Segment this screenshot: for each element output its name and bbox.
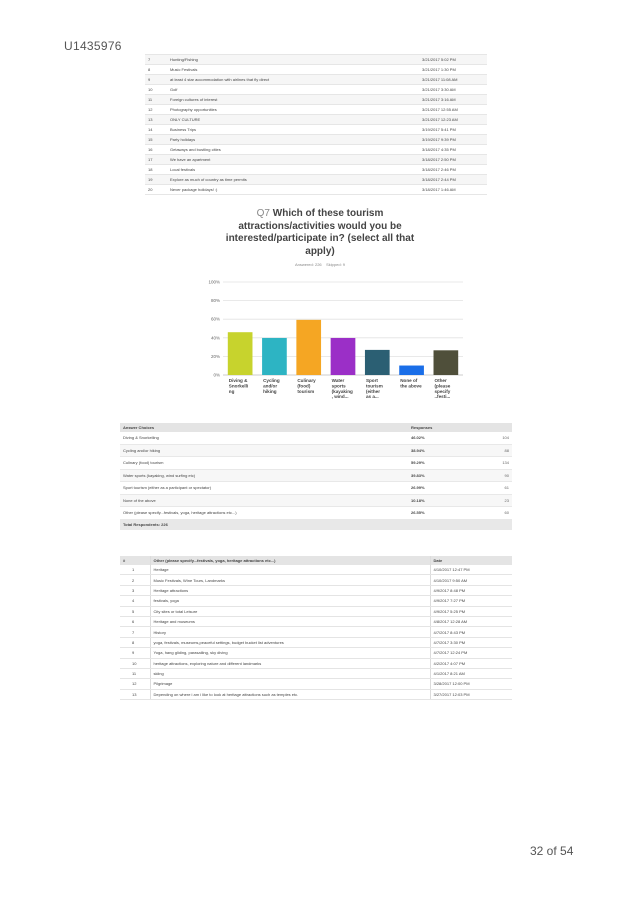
answered-count: Answered: 226 — [294, 262, 322, 267]
previous-responses-table — [145, 54, 487, 195]
bar — [228, 332, 253, 375]
table-row — [145, 65, 487, 75]
response-percent: 26.99% — [408, 482, 468, 495]
row-number: 13 — [145, 115, 167, 125]
question-title — [225, 208, 415, 258]
row-number: 18 — [145, 165, 167, 175]
response-date: 3/21/2017 1:30 PM — [419, 65, 487, 75]
total-respondents: Total Respondents: 226 — [120, 519, 512, 529]
response-count: 23 — [468, 494, 512, 507]
row-number: 12 — [145, 105, 167, 115]
table-row — [120, 648, 512, 658]
table-row — [120, 689, 512, 699]
response-date: 4/2/2017 4:07 PM — [430, 658, 512, 668]
x-tick-label: None of the above — [400, 378, 422, 389]
table-row — [145, 95, 487, 105]
response-date: 4/9/2017 8:48 PM — [430, 585, 512, 595]
response-text: Business Trips — [167, 125, 419, 135]
skipped-count: Skipped: 9 — [326, 262, 346, 267]
table-row — [120, 432, 512, 444]
response-text: Heritage attractions — [150, 585, 430, 595]
x-tick-label: Culinary (food) tourism — [297, 378, 316, 394]
table-row — [145, 75, 487, 85]
response-date: 4/10/2017 12:47 PM — [430, 565, 512, 575]
question-stats — [225, 262, 415, 267]
response-date: 3/21/2017 3:30 AM — [419, 85, 487, 95]
response-text: Party holidays — [167, 135, 419, 145]
row-number: 10 — [120, 658, 150, 668]
response-date: 4/9/2017 5:25 PM — [430, 606, 512, 616]
x-tick-label: Sport tourism (either as a... — [365, 378, 383, 400]
response-count: 90 — [468, 469, 512, 482]
response-date: 3/18/2017 4:35 PM — [419, 145, 487, 155]
response-date: 3/18/2017 2:46 PM — [419, 165, 487, 175]
table-row — [120, 507, 512, 520]
table-row — [145, 145, 487, 155]
y-tick-label: 80% — [210, 298, 220, 304]
response-percent: 38.94% — [408, 444, 468, 457]
response-text: Pilgrimage — [150, 679, 430, 689]
x-tick-label: Cycling and/or hiking — [263, 378, 280, 394]
answer-choice: Diving & Snorkelling — [120, 432, 408, 444]
table-row — [145, 125, 487, 135]
table-row — [120, 606, 512, 616]
response-count: 61 — [468, 482, 512, 495]
bar — [331, 338, 356, 375]
response-text: Music Festivals — [167, 65, 419, 75]
response-date: 3/21/2017 12:23 AM — [419, 115, 487, 125]
table-row — [120, 616, 512, 626]
response-date: 3/18/2017 2:50 PM — [419, 155, 487, 165]
response-count: 134 — [468, 457, 512, 470]
response-date: 3/18/2017 1:46 AM — [419, 185, 487, 195]
response-text: Foreign cultures of interest — [167, 95, 419, 105]
table-row — [120, 658, 512, 668]
response-text: Local festivals — [167, 165, 419, 175]
y-tick-label: 0% — [213, 372, 220, 378]
answer-choices-table — [120, 423, 512, 530]
document-id: U1435976 — [64, 39, 122, 53]
answer-choice: Cycling and/or hiking — [120, 444, 408, 457]
row-number: 14 — [145, 125, 167, 135]
table-row — [120, 679, 512, 689]
x-tick-label: Diving & Snorkelli ng — [228, 378, 249, 394]
response-date: 3/28/2017 12:00 PM — [430, 679, 512, 689]
response-text: Explore as much of country as time permits — [167, 175, 419, 185]
bar — [262, 338, 287, 375]
row-number: 7 — [145, 55, 167, 65]
table-row — [145, 105, 487, 115]
row-number: 15 — [145, 135, 167, 145]
response-date: 4/1/2017 8:21 AM — [430, 668, 512, 678]
response-text: heritage attractions, exploring nature and different landmarks — [150, 658, 430, 668]
row-number: 11 — [145, 95, 167, 105]
response-date: 4/8/2017 12:28 AM — [430, 616, 512, 626]
table-row — [120, 575, 512, 585]
response-text: Never package holidays! :) — [167, 185, 419, 195]
response-date: 4/7/2017 8:43 PM — [430, 627, 512, 637]
response-text: skiing — [150, 668, 430, 678]
response-text: Music Festivals, Wine Tours, Landmarks — [150, 575, 430, 585]
bar — [399, 366, 424, 375]
table-row — [120, 457, 512, 470]
response-text: Golf — [167, 85, 419, 95]
table-row — [145, 85, 487, 95]
row-number: 6 — [120, 616, 150, 626]
response-percent: 46.02% — [408, 432, 468, 444]
row-number: 5 — [120, 606, 150, 616]
number-header: # — [120, 556, 150, 565]
row-number: 12 — [120, 679, 150, 689]
row-number: 11 — [120, 668, 150, 678]
table-row — [145, 165, 487, 175]
response-date: 3/19/2017 5:41 PM — [419, 125, 487, 135]
table-row — [145, 115, 487, 125]
response-date: 4/7/2017 3:30 PM — [430, 637, 512, 647]
bar — [434, 350, 459, 375]
response-date: 4/9/2017 7:27 PM — [430, 596, 512, 606]
bar-chart — [195, 278, 465, 423]
response-text: Yoga, hang gliding, parasailing, sky diving — [150, 648, 430, 658]
table-row — [145, 185, 487, 195]
response-text: Hunting/Fishing — [167, 55, 419, 65]
response-date: 3/18/2017 2:44 PM — [419, 175, 487, 185]
row-number: 8 — [145, 65, 167, 75]
other-header: Other (please specify...festivals, yoga, heritage attractions etc...) — [150, 556, 430, 565]
table-row — [120, 444, 512, 457]
row-number: 9 — [145, 75, 167, 85]
response-date: 4/7/2017 12:24 PM — [430, 648, 512, 658]
answer-choice: Water sports (kayaking, wind surfing etc) — [120, 469, 408, 482]
y-tick-label: 60% — [210, 316, 220, 322]
answer-choice: Sport tourism (either as a participant or spectator) — [120, 482, 408, 495]
response-date: 3/21/2017 11:08 AM — [419, 75, 487, 85]
response-text: at least 4 star accommodation with airlines that fly direct — [167, 75, 419, 85]
x-tick-label: Water sports (kayaking , wind... — [331, 378, 353, 400]
response-text: History — [150, 627, 430, 637]
responses-header: Responses — [408, 423, 512, 432]
response-percent: 10.18% — [408, 494, 468, 507]
bar — [296, 320, 321, 375]
other-responses-table — [120, 556, 512, 700]
response-date: 4/10/2017 9:50 AM — [430, 575, 512, 585]
table-row — [145, 175, 487, 185]
response-date: 3/21/2017 12:55 AM — [419, 105, 487, 115]
y-tick-label: 100% — [208, 279, 220, 285]
response-count: 60 — [468, 507, 512, 520]
row-number: 20 — [145, 185, 167, 195]
response-text: City sites or total Leisure — [150, 606, 430, 616]
table-row — [120, 494, 512, 507]
y-tick-label: 20% — [210, 353, 220, 359]
response-date: 3/27/2017 12:03 PM — [430, 689, 512, 699]
response-text: Depending on where i am i like to look at heritage attractions such as temples etc. — [150, 689, 430, 699]
table-row — [145, 135, 487, 145]
row-number: 7 — [120, 627, 150, 637]
response-percent: 26.55% — [408, 507, 468, 520]
bar — [365, 350, 390, 375]
row-number: 19 — [145, 175, 167, 185]
table-row — [120, 627, 512, 637]
table-row — [145, 55, 487, 65]
response-count: 104 — [468, 432, 512, 444]
row-number: 13 — [120, 689, 150, 699]
response-percent: 59.29% — [408, 457, 468, 470]
y-tick-label: 40% — [210, 335, 220, 341]
answer-choice: Other (please specify...festivals, yoga, heritage attractions etc...) — [120, 507, 408, 520]
row-number: 2 — [120, 575, 150, 585]
response-date: 3/21/2017 5:02 PM — [419, 55, 487, 65]
response-text: We have an apartment — [167, 155, 419, 165]
table-row — [120, 585, 512, 595]
x-tick-label: Other (please specify ..festi... — [434, 378, 451, 400]
table-row — [120, 469, 512, 482]
row-number: 16 — [145, 145, 167, 155]
response-date: 3/19/2017 9:39 PM — [419, 135, 487, 145]
response-text: Heritage and museums — [150, 616, 430, 626]
response-count: 88 — [468, 444, 512, 457]
response-text: Getaways and bustling cities — [167, 145, 419, 155]
response-text: yoga, festivals, museums,peaceful settings, budget bucket list adventures — [150, 637, 430, 647]
row-number: 4 — [120, 596, 150, 606]
answer-choices-header: Answer Choices — [120, 423, 408, 432]
row-number: 8 — [120, 637, 150, 647]
table-row — [120, 565, 512, 575]
page-number: 32 of 54 — [530, 844, 574, 858]
response-text: Photography opportunities — [167, 105, 419, 115]
question-text: Which of these tourism attractions/activities would you be interested/participate in? (select all that apply) — [225, 208, 415, 257]
response-text: ONLY CULTURE — [167, 115, 419, 125]
table-row — [120, 637, 512, 647]
response-text: Heritage — [150, 565, 430, 575]
row-number: 3 — [120, 585, 150, 595]
response-date: 3/21/2017 3:16 AM — [419, 95, 487, 105]
response-percent: 39.83% — [408, 469, 468, 482]
table-row — [120, 482, 512, 495]
table-row — [145, 155, 487, 165]
table-row — [120, 596, 512, 606]
table-row — [120, 668, 512, 678]
answer-choice: Culinary (food) tourism — [120, 457, 408, 470]
row-number: 10 — [145, 85, 167, 95]
date-header: Date — [430, 556, 512, 565]
row-number: 17 — [145, 155, 167, 165]
answer-choice: None of the above — [120, 494, 408, 507]
response-text: festivals, yoga — [150, 596, 430, 606]
row-number: 1 — [120, 565, 150, 575]
question-number: Q7 — [256, 208, 270, 219]
row-number: 9 — [120, 648, 150, 658]
